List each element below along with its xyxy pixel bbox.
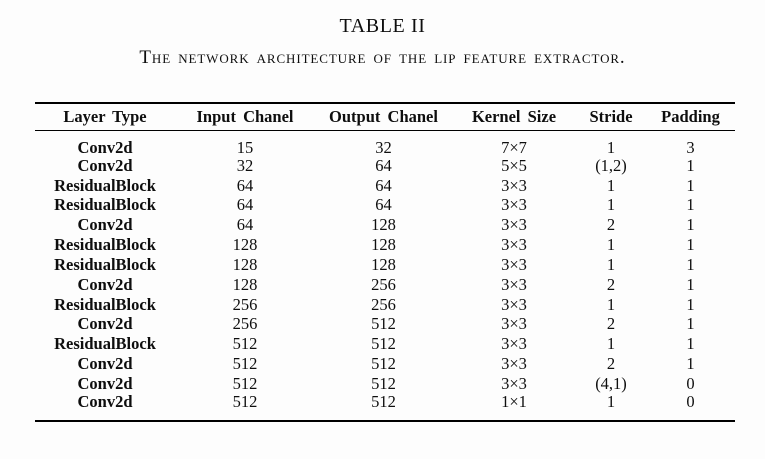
cell-value: 3×3 [501,314,527,334]
cell-value: 1 [686,274,695,294]
cell-value: 512 [371,354,396,374]
cell-value: 128 [232,274,258,294]
cell-value: 512 [232,392,258,412]
cell-layer-type: ResidualBlock [54,294,156,314]
header-row [35,103,735,130]
cell-value: 3×3 [501,175,527,195]
cell-layer-type: ResidualBlock [54,334,156,354]
cell-value: 1 [606,175,616,195]
cell-value: 1 [606,294,616,314]
cell-value: 0 [686,392,695,412]
cell-layer-type: Conv2d [77,354,133,374]
cell-value: 3×3 [501,334,527,354]
cell-value: 512 [232,354,258,374]
cell-value: 3×3 [501,254,527,274]
column-header-layer-type: Layer Type [63,106,147,126]
cell-value: 512 [371,334,396,354]
cell-layer-type: ResidualBlock [54,254,156,274]
cell-layer-type: Conv2d [77,392,133,412]
cell-value: 1 [686,294,695,314]
cell-value: 3×3 [501,294,527,314]
cell-value: 512 [371,373,396,393]
cell-value: 512 [371,392,396,412]
cell-value: 64 [236,195,254,215]
cell-value: 1 [686,155,695,175]
cell-value: 5×5 [501,155,527,175]
column-header-padding: Padding [661,106,720,126]
cell-value: 2 [606,215,616,235]
cell-layer-type: ResidualBlock [54,195,156,215]
column-header-output-chanel: Output Chanel [329,106,438,126]
cell-value: 1 [686,354,695,374]
table-row [35,255,735,275]
cell-value: 2 [606,274,616,294]
cell-value: 512 [232,334,258,354]
cell-value: 128 [371,215,396,235]
cell-value: 3×3 [501,195,527,215]
cell-value: 1 [686,334,695,354]
table-row [35,176,735,196]
cell-value: 1 [606,137,616,157]
cell-value: 3×3 [501,274,527,294]
table-row [35,354,735,374]
column-header-stride: Stride [589,106,633,126]
cell-value: 256 [232,294,258,314]
table-row [35,295,735,315]
table-row [35,235,735,255]
cell-layer-type: ResidualBlock [54,235,156,255]
cell-value: 128 [232,254,258,274]
cell-value: 64 [236,175,254,195]
cell-layer-type: Conv2d [77,137,133,157]
cell-value: 32 [375,137,392,157]
cell-value: 1 [686,175,695,195]
cell-value: 3×3 [501,354,527,374]
cell-value: 128 [371,235,396,255]
cell-value: 64 [236,215,254,235]
cell-value: 1 [606,235,616,255]
table-row [35,216,735,236]
table-row [35,156,735,176]
cell-value: 1 [606,392,616,412]
cell-layer-type: Conv2d [77,215,133,235]
cell-value: 2 [606,354,616,374]
table-row [35,196,735,216]
cell-value: 15 [236,137,254,157]
table-row [35,315,735,335]
column-header-kernel-size: Kernel Size [471,106,557,126]
cell-value: 256 [371,274,396,294]
cell-layer-type: Conv2d [77,274,133,294]
table-row [35,130,735,156]
cell-value: 1 [686,314,695,334]
cell-value: 2 [606,314,616,334]
cell-value: 1 [686,195,695,215]
cell-value: 512 [232,373,258,393]
cell-value: 128 [371,254,396,274]
table-row [35,275,735,295]
cell-layer-type: Conv2d [77,314,133,334]
table-row [35,335,735,355]
cell-value: 7×7 [501,137,527,157]
cell-value: 64 [375,155,392,175]
cell-value: 32 [236,155,254,175]
table-number-heading: TABLE II [339,15,426,37]
table-header [35,103,735,130]
cell-value: 3×3 [501,373,527,393]
cell-value: 0 [686,373,695,393]
cell-value: 512 [371,314,396,334]
cell-value: (4,1) [595,373,627,393]
column-header-input-chanel: Input Chanel [196,106,294,126]
cell-value: 3×3 [501,235,527,255]
cell-value: 64 [375,195,392,215]
architecture-table [35,102,735,422]
cell-value: 1×1 [501,392,527,412]
table-row [35,394,735,421]
cell-value: 3 [686,137,695,157]
cell-value: 3×3 [501,215,527,235]
table-body [35,130,735,421]
cell-value: 64 [375,175,392,195]
cell-value: 256 [232,314,258,334]
cell-layer-type: Conv2d [77,155,133,175]
cell-layer-type: Conv2d [77,373,133,393]
cell-value: 256 [371,294,396,314]
cell-value: 1 [606,254,616,274]
cell-value: 1 [686,254,695,274]
table-caption: The network architecture of the lip feature extractor. [139,47,626,68]
cell-value: (1,2) [595,155,627,175]
cell-value: 1 [606,334,616,354]
cell-value: 1 [686,215,695,235]
cell-value: 1 [606,195,616,215]
cell-layer-type: ResidualBlock [54,175,156,195]
cell-value: 1 [686,235,695,255]
cell-value: 128 [232,235,258,255]
